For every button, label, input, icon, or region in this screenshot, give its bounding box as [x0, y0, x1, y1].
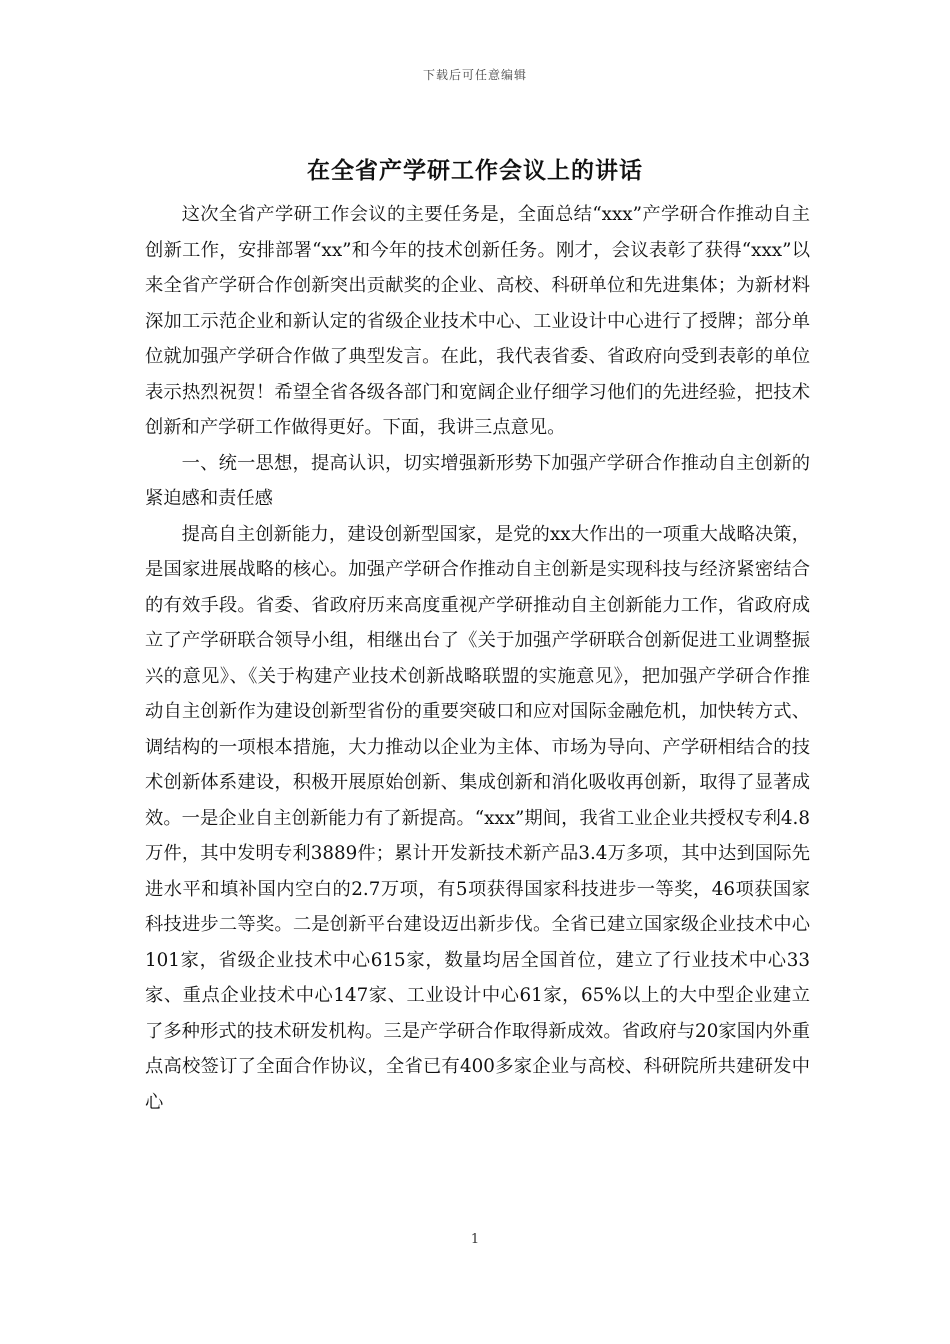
document-body — [145, 197, 810, 1120]
paragraph-intro: 这次全省产学研工作会议的主要任务是，全面总结“xxx”产学研合作推动自主创新工作，安排部署“xx”和今年的技术创新任务。刚才，会议表彰了获得“xxx”以来全省产学研合作创新突出贡献奖的企业、高校、科研单位和先进集体；为新材料深加工示范企业和新认定的省级企业技术中心、工业设计中心进行了授牌；部分单位就加强产学研合作做了典型发言。在此，我代表省委、省政府向受到表彰的单位表示热烈祝贺！希望全省各级各部门和宽阔企业仔细学习他们的先进经验，把技术创新和产学研工作做得更好。下面，我讲三点意见。 — [145, 204, 810, 438]
page-number: 1 — [470, 1232, 480, 1247]
paragraph-section-heading: 一、统一思想，提高认识，切实增强新形势下加强产学研合作推动自主创新的紧迫感和责任感 — [145, 452, 810, 509]
document-title: 在全省产学研工作会议上的讲话 — [307, 158, 643, 184]
paragraph-achievements: 提高自主创新能力，建设创新型国家，是党的xx大作出的一项重大战略决策，是国家进展战略的核心。加强产学研合作推动自主创新是实现科技与经济紧密结合的有效手段。省委、省政府历来高度重视产学研推动自主创新能力工作，省政府成立了产学研联合领导小组，相继出台了《关于加强产学研联合创新促进工业调整振兴的意见》、《关于构建产业技术创新战略联盟的实施意见》，把加强产学研合作推动自主创新作为建设创新型省份的重要突破口和应对国际金融危机，加快转方式、调结构的一项根本措施，大力推动以企业为主体、市场为导向、产学研相结合的技术创新体系建设，积极开展原始创新、集成创新和消化吸收再创新，取得了显著成效。一是企业自主创新能力有了新提高。“xxx”期间，我省工业企业共授权专利4.8万件，其中发明专利3889件；累计开发新技术新产品3.4万多项，其中达到国际先进水平和填补国内空白的2.7万项，有5项获得国家科技进步一等奖，46项获国家科技进步二等奖。二是创新平台建设迈出新步伐。全省已建立国家级企业技术中心101家，省级企业技术中心615家，数量均居全国首位，建立了行业技术中心33家、重点企业技术中心147家、工业设计中心61家，65%以上的大中型企业建立了多种形式的技术研发机构。三是产学研合作取得新成效。省政府与20家国内外重点高校签订了全面合作协议，全省已有400多家企业与高校、科研院所共建研发中心 — [145, 523, 810, 1113]
page-header-note: 下载后可任意编辑 — [422, 68, 527, 82]
